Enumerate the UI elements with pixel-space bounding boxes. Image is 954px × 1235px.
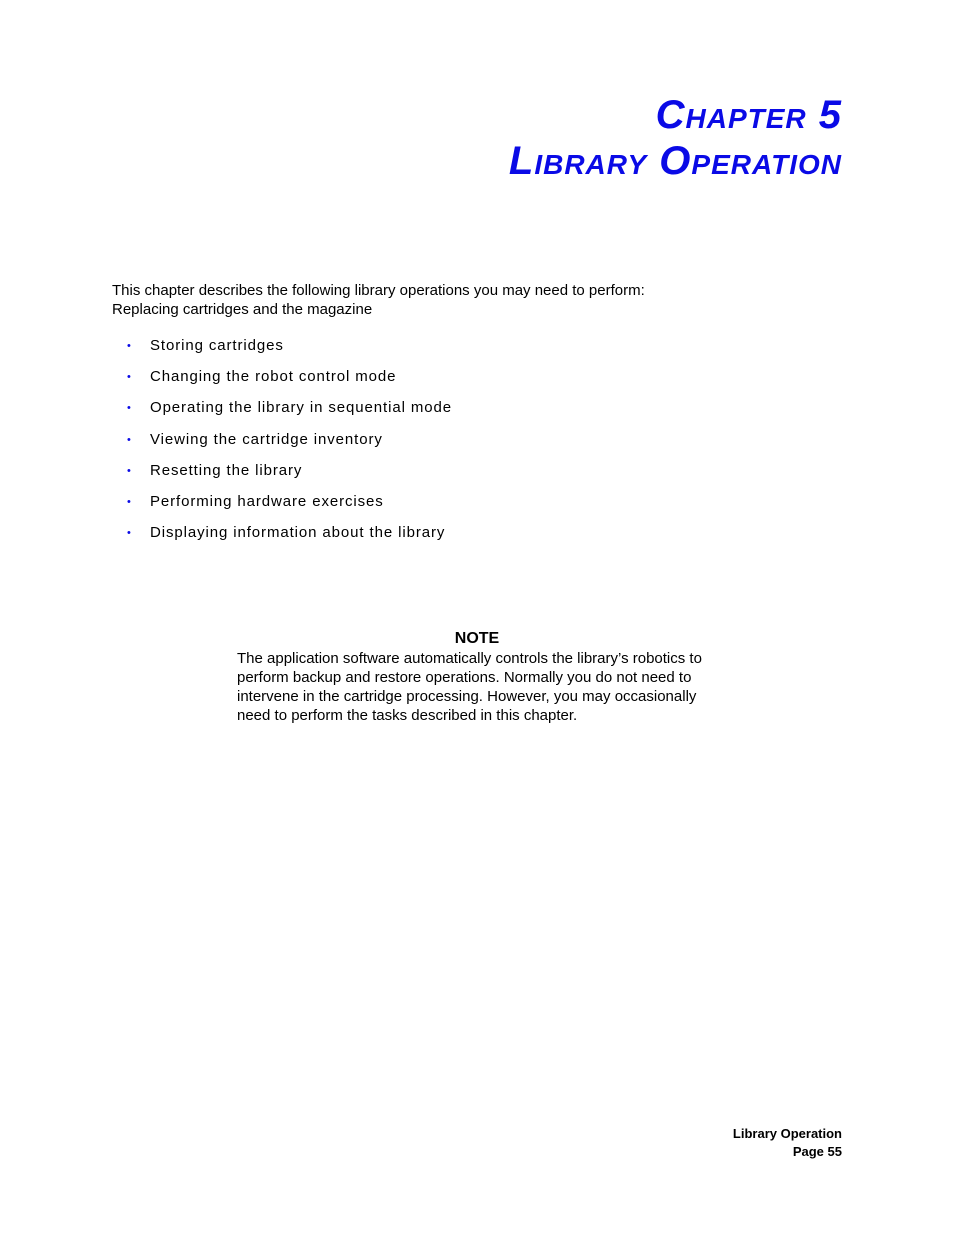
intro-line: This chapter describes the following library operations you may need to perform:: [112, 282, 645, 299]
list-item: [127, 492, 452, 523]
intro-paragraph: [112, 281, 832, 319]
note-box: [237, 629, 717, 725]
note-line: need to perform the tasks described in this chapter.: [237, 707, 578, 724]
list-item: [127, 336, 452, 367]
list-item: [127, 430, 452, 461]
list-item: [127, 367, 452, 398]
list-item-text: Resetting the library: [150, 461, 303, 479]
page-number: Page 55: [792, 1144, 842, 1159]
bullet-icon: •: [127, 402, 131, 415]
chapter-title: Library Operation: [508, 139, 842, 183]
intro-line: Replacing cartridges and the magazine: [112, 301, 373, 318]
list-item-text: Operating the library in sequential mode: [150, 399, 452, 417]
chapter-number-title: Chapter 5: [655, 93, 842, 137]
list-item: [127, 398, 452, 429]
bullet-icon: •: [127, 371, 131, 384]
bullet-icon: •: [127, 527, 131, 540]
note-line: perform backup and restore operations. Normally you do not need to: [237, 669, 692, 686]
note-body: [237, 649, 717, 725]
note-line: The application software automatically controls the library’s robotics to: [237, 650, 702, 667]
footer-section-title: Library Operation: [732, 1126, 842, 1141]
list-item: [127, 523, 452, 554]
bullet-icon: •: [127, 495, 131, 508]
list-item: [127, 461, 452, 492]
bullet-icon: •: [127, 433, 131, 446]
note-line: intervene in the cartridge processing. However, you may occasionally: [237, 688, 697, 705]
bullet-icon: •: [127, 340, 131, 352]
list-item-text: Changing the robot control mode: [150, 368, 397, 386]
list-item-text: Storing cartridges: [150, 337, 284, 354]
note-title: NOTE: [454, 630, 500, 647]
bullet-icon: •: [127, 464, 131, 477]
list-item-text: Viewing the cartridge inventory: [150, 430, 383, 448]
chapter-heading: [509, 92, 842, 184]
operations-list: [127, 336, 452, 554]
page-footer: [733, 1125, 842, 1161]
list-item-text: Displaying information about the library: [150, 524, 446, 542]
list-item-text: Performing hardware exercises: [150, 492, 384, 510]
